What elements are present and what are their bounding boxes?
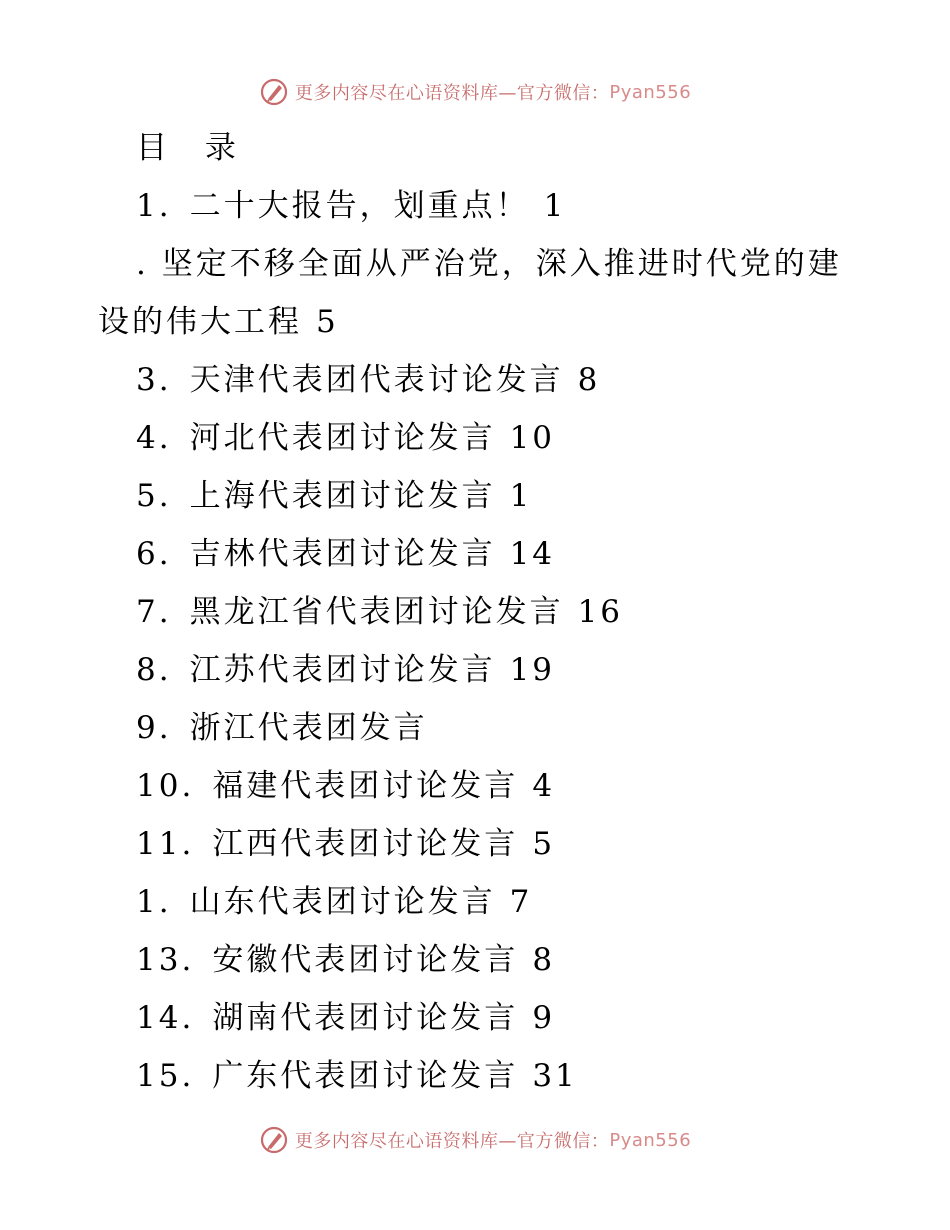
toc-entry-continuation [98, 302, 339, 342]
toc-title: 目 录 [136, 130, 250, 166]
toc-entry-number: 14. [136, 1000, 195, 1036]
toc-entry-label: 山东代表团讨论发言 [189, 884, 496, 920]
toc-entry [136, 708, 428, 748]
toc-entry-page: 14 [509, 536, 556, 572]
toc-entry-page: 19 [509, 652, 556, 688]
toc-entry-page: 10 [509, 420, 556, 456]
toc-entry-label: 广东代表团讨论发言 [212, 1058, 519, 1094]
toc-entry [136, 534, 555, 574]
toc-entry-label: 河北代表团讨论发言 [189, 420, 496, 456]
toc-entry-label: 天津代表团代表讨论发言 [189, 362, 564, 398]
toc-entry [136, 940, 555, 980]
watermark-footer [0, 1120, 950, 1160]
toc-entry-number: 1. [136, 884, 172, 920]
toc-entry [136, 1056, 578, 1096]
toc-entry [136, 360, 600, 400]
toc-entry-number: 8. [136, 652, 172, 688]
toc-entry [136, 882, 532, 922]
toc-entry [136, 650, 555, 690]
toc-entry [136, 244, 842, 284]
toc-entry-number: 9. [136, 710, 172, 746]
pen-feather-logo-icon [259, 1125, 289, 1155]
toc-entry-label: 湖南代表团讨论发言 [212, 1000, 519, 1036]
toc-entry [136, 592, 623, 632]
toc-entry-page: 31 [532, 1058, 578, 1094]
watermark-handle: Pyan556 [609, 81, 692, 103]
toc-entry-label: 黑龙江省代表团讨论发言 [189, 594, 564, 630]
toc-entry-page: 1 [509, 478, 533, 514]
watermark-text: 更多内容尽在心语资料库—官方微信： [294, 1131, 610, 1152]
toc-entry-label: 江苏代表团讨论发言 [189, 652, 496, 688]
toc-entry-page: 9 [532, 1000, 556, 1036]
toc-entry-number: 1. [136, 188, 172, 224]
toc-entry-label: 安徽代表团讨论发言 [212, 942, 519, 978]
toc-entry-page: 8 [577, 362, 601, 398]
toc-entry [136, 824, 555, 864]
toc-entry [136, 186, 566, 226]
toc-entry-label: 江西代表团讨论发言 [212, 826, 519, 862]
toc-entry-page: 8 [532, 942, 556, 978]
toc-entry-number: 11. [136, 826, 195, 862]
watermark-handle: Pyan556 [609, 1129, 692, 1151]
toc-entry-label: 吉林代表团讨论发言 [189, 536, 496, 572]
toc-entry-page: 5 [532, 826, 556, 862]
toc-entry-number: 4. [136, 420, 172, 456]
toc-entry-page: 4 [532, 768, 556, 804]
toc-entry [136, 998, 555, 1038]
toc-entry-page: 5 [316, 304, 339, 340]
toc-entry-number: 13. [136, 942, 195, 978]
toc-entry-label: 设的伟大工程 [98, 304, 302, 340]
watermark-text: 更多内容尽在心语资料库—官方微信： [294, 83, 610, 104]
toc-entry-label: . 坚定不移全面从严治党，深入推进时代党的建 [136, 246, 842, 282]
toc-entry-label: 上海代表团讨论发言 [189, 478, 496, 514]
toc-entry-page: 16 [577, 594, 624, 630]
toc-entry-page: 1 [543, 188, 567, 224]
toc-entry-page: 7 [509, 884, 533, 920]
toc-entry-number: 7. [136, 594, 172, 630]
toc-entry [136, 418, 555, 458]
toc-entry-number: 6. [136, 536, 172, 572]
toc-entry [136, 766, 555, 806]
toc-entry-label: 二十大报告，划重点！ [189, 188, 530, 224]
toc-entry-number: 3. [136, 362, 172, 398]
toc-entry-number: 15. [136, 1058, 195, 1094]
toc-entry-number: 10. [136, 768, 195, 804]
toc-entry-number: 5. [136, 478, 172, 514]
toc-entry-label: 福建代表团讨论发言 [212, 768, 519, 804]
pen-feather-logo-icon [259, 77, 289, 107]
watermark-header [0, 72, 950, 112]
toc-entry-label: 浙江代表团发言 [189, 710, 428, 746]
toc-entry [136, 476, 532, 516]
